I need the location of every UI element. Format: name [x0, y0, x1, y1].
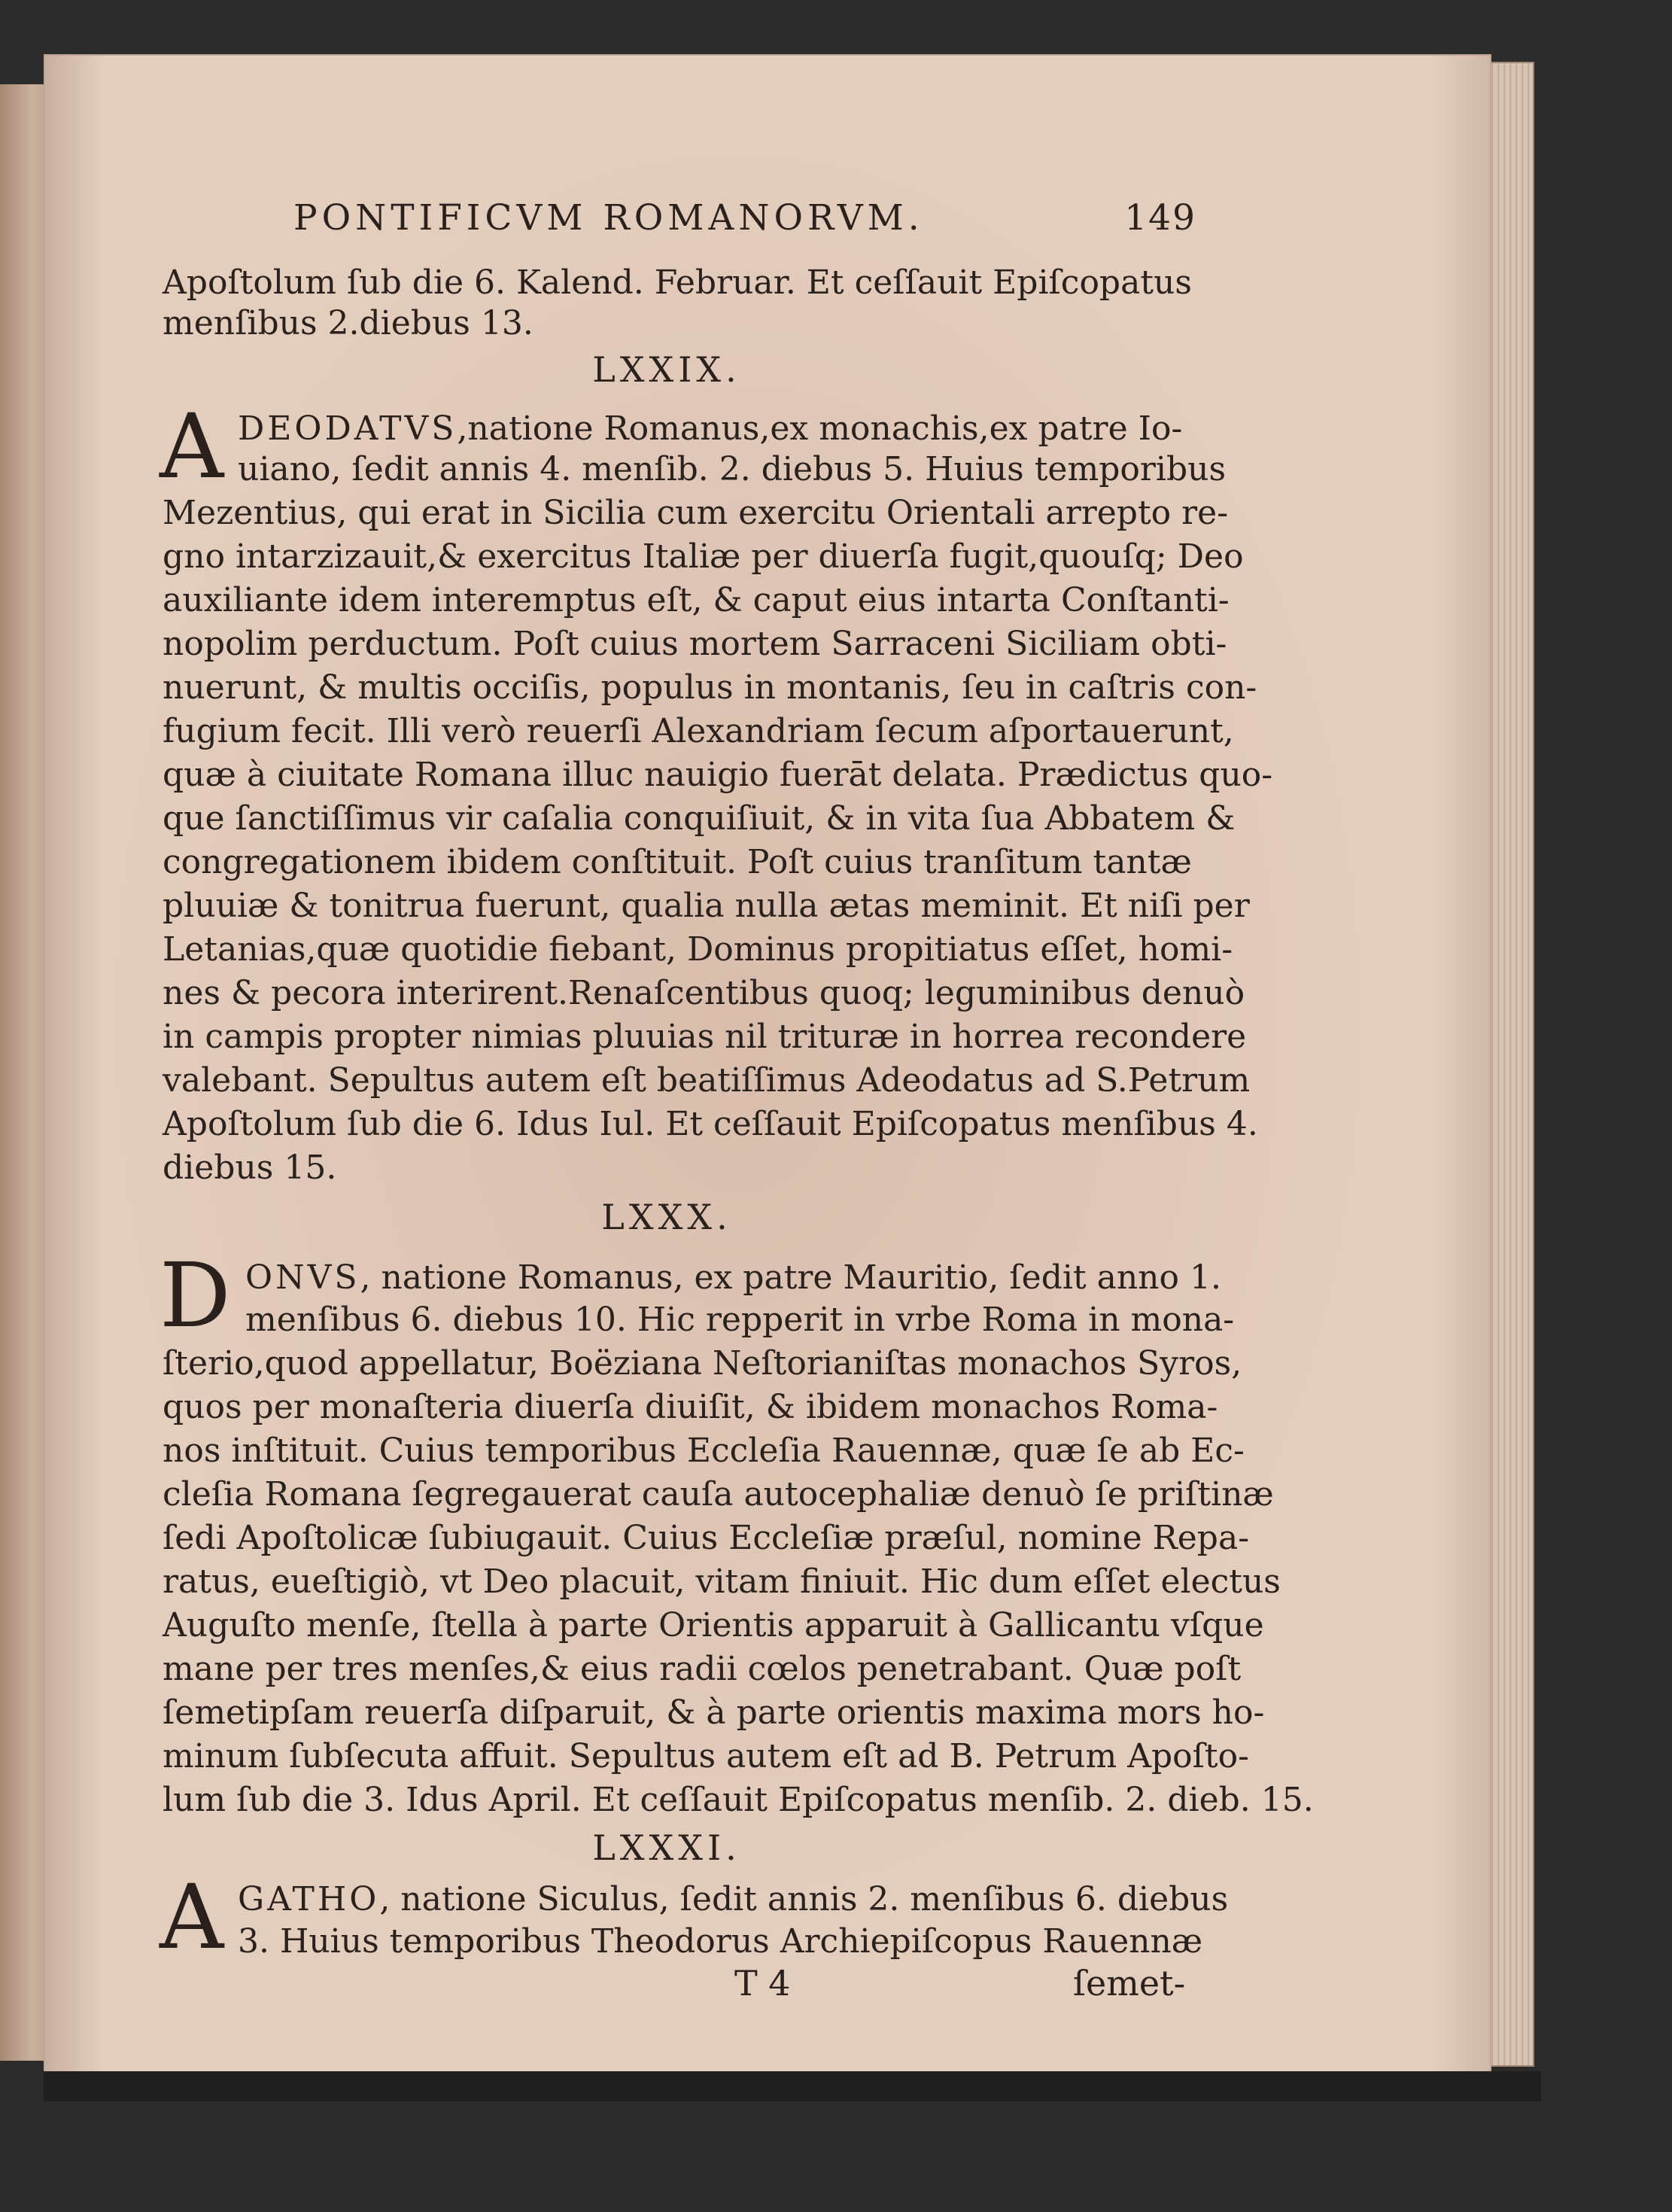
text-line: nopolim perductum. Poſt cuius mortem Sarraceni Siciliam obti-: [163, 625, 1227, 663]
text-line: nos inſtituit. Cuius temporibus Eccleſia Rauennæ, quæ ſe ab Ec-: [163, 1432, 1245, 1470]
pope-name: ONVS: [245, 1258, 360, 1297]
intro-line: menſibus 2.diebus 13.: [163, 304, 534, 342]
first-line-rest: ,natione Romanus,ex monachis,ex patre Io-: [457, 409, 1183, 448]
section-first-line: [238, 408, 1183, 450]
text-line: cleſia Romana ſegregauerat cauſa autocephaliæ denuò ſe priſtinæ: [163, 1475, 1274, 1514]
text-line: quos per monaſteria diuerſa diuiſit, & ibidem monachos Roma-: [163, 1388, 1218, 1426]
text-line: ſedi Apoſtolicæ ſubiugauit. Cuius Eccleſiæ præſul, nomine Repa-: [163, 1519, 1250, 1557]
running-header: [293, 197, 1196, 242]
text-line: lum ſub die 3. Idus April. Et ceſſauit Epiſcopatus menſib. 2. dieb. 15.: [163, 1781, 1314, 1819]
text-line: nes & pecora interirent.Renaſcentibus quoq; leguminibus denuò: [163, 974, 1245, 1012]
first-line-rest: , natione Siculus, ſedit annis 2. menſibus 6. diebus: [379, 1880, 1229, 1918]
text-line: diebus 15.: [163, 1149, 337, 1187]
signature-mark: T 4: [734, 1963, 791, 2004]
text-line: mane per tres menſes,& eius radii cœlos penetrabant. Quæ poſt: [163, 1650, 1242, 1688]
section-numeral: LXXIX.: [592, 349, 741, 390]
text-line: minum ſubſecuta affuit. Sepultus autem eſt ad B. Petrum Apoſto-: [163, 1737, 1249, 1775]
section-first-line: [245, 1257, 1221, 1299]
text-line: Auguſto menſe, ſtella à parte Orientis apparuit à Gallicantu vſque: [163, 1606, 1264, 1645]
text-line: congregationem ibidem conſtituit. Poſt cuius tranſitum tantæ: [163, 843, 1192, 881]
text-line: Apoſtolum ſub die 6. Idus Iul. Et ceſſauit Epiſcopatus menſibus 4.: [163, 1105, 1258, 1143]
text-line: uiano, ſedit annis 4. menſib. 2. diebus 5. Huius temporibus: [238, 450, 1227, 488]
text-line: pluuiæ & tonitrua fuerunt, qualia nulla ætas meminit. Et niſi per: [163, 887, 1250, 925]
catchword: ſemet-: [1073, 1963, 1186, 2004]
text-line: gno intarzizauit,& exercitus Italiæ per diuerſa fugit,quouſq; Deo: [163, 537, 1244, 576]
folio-number: 149: [1124, 197, 1196, 239]
text-line: que ſanctiſſimus vir caſalia conquiſiuit, & in vita ſua Abbatem &: [163, 799, 1236, 838]
text-line: Mezentius, qui erat in Sicilia cum exercitu Orientali arrepto re-: [163, 494, 1229, 532]
running-title: PONTIFICVM ROMANORVM.: [293, 197, 924, 239]
text-line: ſemetipſam reuerſa diſparuit, & à parte orientis maxima mors ho-: [163, 1693, 1265, 1732]
section-numeral: LXXXI.: [592, 1827, 741, 1868]
drop-initial: A: [160, 394, 224, 498]
text-line: Letanias,quæ quotidie fiebant, Dominus propitiatus eſſet, homi-: [163, 930, 1233, 969]
text-line: auxiliante idem interemptus eſt, & caput eius intarta Conſtanti-: [163, 581, 1230, 619]
text-line: quæ à ciuitate Romana illuc nauigio fuerāt delata. Prædictus quo-: [163, 756, 1273, 794]
drop-initial: A: [160, 1865, 224, 1969]
text-line: ſterio,quod appellatur, Boëziana Neſtorianiſtas monachos Syros,: [163, 1344, 1242, 1383]
text-line: fugium fecit. Illi verò reuerſi Alexandriam ſecum aſportauerunt,: [163, 712, 1234, 750]
intro-line: Apoſtolum ſub die 6. Kalend. Februar. Et ceſſauit Epiſcopatus: [163, 263, 1192, 302]
page-stack-edge: [1486, 62, 1534, 2067]
first-line-rest: , natione Romanus, ex patre Mauritio, ſedit anno 1.: [360, 1258, 1221, 1297]
text-line: 3. Huius temporibus Theodorus Archiepiſcopus Rauennæ: [238, 1922, 1203, 1961]
pope-name: DEODATVS: [238, 409, 458, 448]
text-line: nuerunt, & multis occiſis, populus in montanis, ſeu in caſtris con-: [163, 668, 1257, 707]
text-line: menſibus 6. diebus 10. Hic repperit in vrbe Roma in mona-: [245, 1301, 1235, 1339]
text-line: in campis propter nimias pluuias nil trituræ in horrea recondere: [163, 1018, 1247, 1056]
section-first-line: [238, 1879, 1229, 1921]
text-line: ratus, eueſtigiò, vt Deo placuit, vitam finiuit. Hic dum eſſet electus: [163, 1562, 1281, 1601]
section-numeral: LXXX.: [601, 1197, 732, 1237]
pope-name: GATHO: [238, 1880, 380, 1918]
text-line: valebant. Sepultus autem eſt beatiſſimus Adeodatus ad S.Petrum: [163, 1061, 1251, 1100]
drop-initial: D: [160, 1243, 231, 1347]
bottom-shadow: [44, 2071, 1541, 2101]
